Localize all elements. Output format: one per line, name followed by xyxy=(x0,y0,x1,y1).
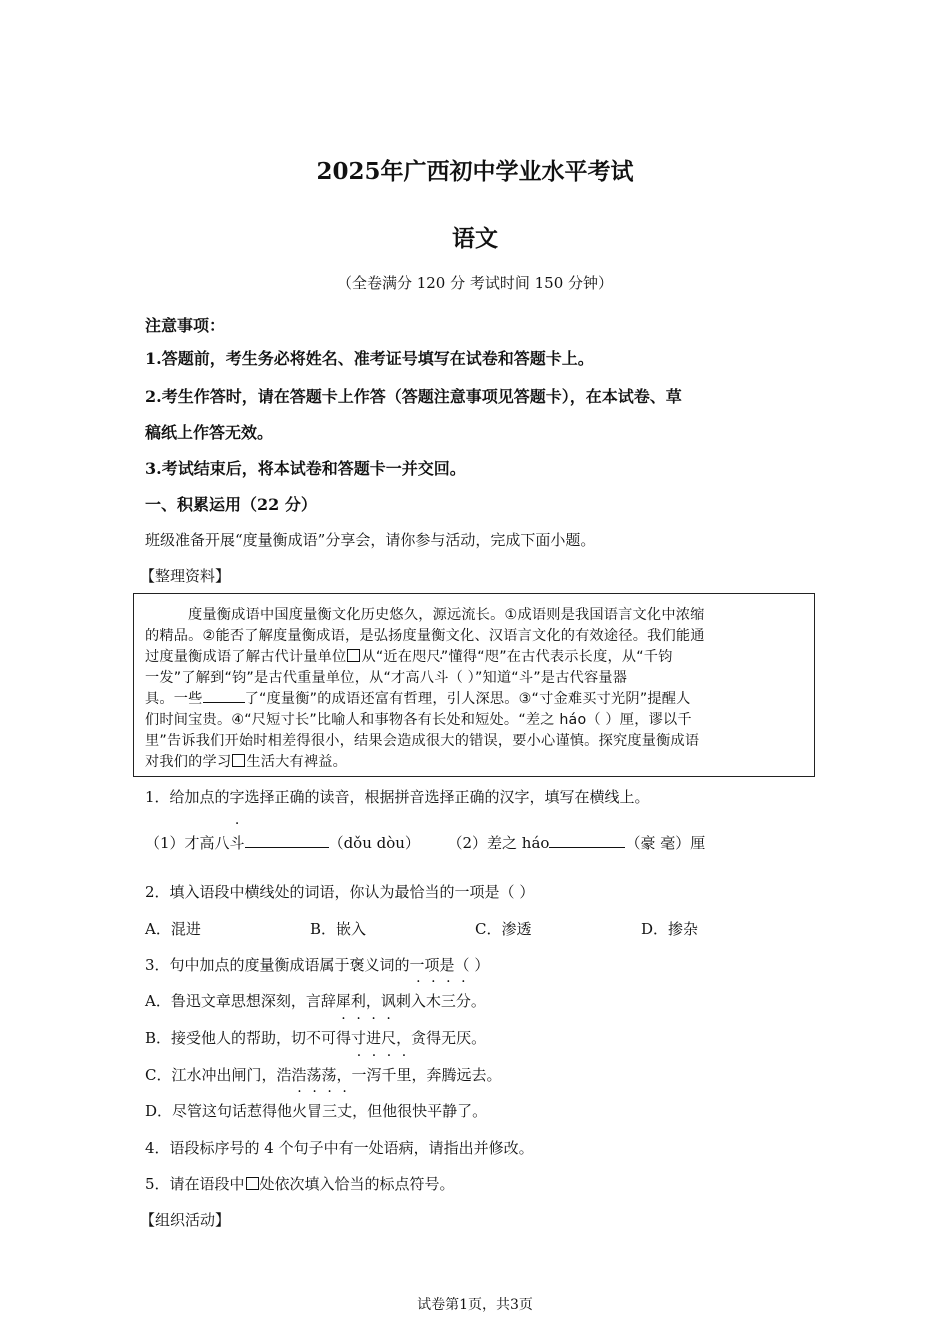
passage-line-1: 度量衡成语中国度量衡文化历史悠久，源远流长。①成语则是我国语言文化中浓缩 xyxy=(188,607,705,623)
section-heading: 一、积累运用（22 分） xyxy=(145,495,317,514)
question-3: 3．句中加点的度量衡成语属于褒义词的一项是（ ） xyxy=(145,956,490,974)
q3-option-b: B．接受他人的帮助，切不可得寸进尺，贪得无厌。 xyxy=(145,1029,487,1047)
q2-option-d: D．掺杂 xyxy=(641,920,699,938)
q3-option-a: A．鲁迅文章思想深刻，言辞犀利，讽刺入木三分。 xyxy=(145,992,486,1010)
note-item-1: 1.答题前，考生务必将姓名、准考证号填写在试卷和答题卡上。 xyxy=(145,349,594,368)
dotted-char: 丈 xyxy=(337,1102,353,1120)
blank-square xyxy=(347,649,360,662)
q2-option-c: C．渗透 xyxy=(475,920,532,938)
exam-title: 2025年广西初中学业水平考试 xyxy=(316,158,634,185)
notes-heading: 注意事项： xyxy=(145,316,226,335)
dotted-char: 寸 xyxy=(351,1029,367,1047)
dotted-char: 千 xyxy=(381,1066,397,1084)
dotted-char: 三 xyxy=(322,1102,338,1120)
section-intro: 班级准备开展“度量衡成语”分享会，请你参与活动，完成下面小题。 xyxy=(145,531,596,549)
passage-line-3: 过度量衡成语了解古代计量单位 从“近在咫尺”懂得“咫”在古代表示长度，从“千钧 xyxy=(145,649,673,665)
passage-line-2: 的精品。②能否了解度量衡成语，是弘扬度量衡文化、汉语言文化的有效途径。我们能通 xyxy=(145,628,705,644)
q3-option-c: C．江水冲出闸门，浩浩荡荡，一泻千里，奔腾远去。 xyxy=(145,1066,502,1084)
blank-square xyxy=(232,754,245,767)
fill-blank xyxy=(203,688,245,703)
dotted-char: 冒 xyxy=(307,1102,323,1120)
dotted-char: 火 xyxy=(292,1102,308,1120)
dotted-char: 木 xyxy=(425,992,441,1010)
dotted-char: 里 xyxy=(396,1066,412,1084)
subject-title: 语文 xyxy=(452,225,498,252)
page-footer: 试卷第1页，共3页 xyxy=(417,1297,533,1313)
dotted-char: 得 xyxy=(336,1029,352,1047)
question-5: 5．请在语段中 处依次填入恰当的标点符号。 xyxy=(145,1175,455,1193)
question-4: 4．语段标序号的 4 个句子中有一处语病，请指出并修改。 xyxy=(145,1139,534,1157)
question-1-parts: （1）才高八斗 （dǒu dòu） （2）差之 háo （豪 毫）厘 xyxy=(145,834,706,852)
question-2: 2．填入语段中横线处的词语，你认为最恰当的一项是（ ） xyxy=(145,883,535,901)
material-label: 【整理资料】 xyxy=(140,567,231,585)
dotted-char: 进 xyxy=(366,1029,382,1047)
dotted-char: 三 xyxy=(440,992,456,1010)
exam-info: （全卷满分 120 分 考试时间 150 分钟） xyxy=(336,274,614,292)
q3-option-d: D．尽管这句话惹得他火冒三丈，但他很快平静了。 xyxy=(145,1102,488,1120)
activity-label: 【组织活动】 xyxy=(140,1211,231,1229)
note-item-3: 3.考试结束后，将本试卷和答题卡一并交回。 xyxy=(145,459,466,478)
note-item-2-line2: 稿纸上作答无效。 xyxy=(145,423,274,442)
passage-line-4: 一发”了解到“钧”是古代重量单位，从“才高八斗（ ）”知道“斗”是古代容量器 xyxy=(145,667,627,687)
dotted-char: 尺 xyxy=(381,1029,397,1047)
note-item-2-line1: 2.考生作答时，请在答题卡上作答（答题注意事项见答题卡），在本试卷、草 xyxy=(145,387,682,406)
question-1: 1．给加点的字选择正确的读音，根据拼音选择正确的汉字，填写在横线上。 xyxy=(145,788,650,806)
blank-square xyxy=(246,1177,259,1190)
passage-line-5: 具。一些 了“度量衡”的成语还富有哲理，引人深思。③“寸金难买寸光阴”提醒人 xyxy=(145,688,691,708)
passage-line-6: 们时间宝贵。④“尺短寸长”比喻人和事物各有长处和短处。“差之 háo（ ）厘，谬以千 xyxy=(145,712,692,728)
q2-option-a: A．混进 xyxy=(145,920,201,938)
dotted-char: 分 xyxy=(455,992,471,1010)
dotted-char: 泻 xyxy=(366,1066,382,1084)
answer-blank-1[interactable] xyxy=(245,833,329,848)
passage-line-8: 对我们的学习 生活大有裨益。 xyxy=(145,754,348,770)
dotted-char: 入 xyxy=(410,992,426,1010)
answer-blank-2[interactable] xyxy=(549,833,625,848)
dotted-char: 一 xyxy=(351,1066,367,1084)
passage-line-7: 里”告诉我们开始时相差得很小，结果会造成很大的错误，要小心谨慎。探究度量衡成语 xyxy=(145,733,700,749)
q2-option-b: B．嵌入 xyxy=(310,920,367,938)
dotted-char: 斗 xyxy=(434,670,449,686)
